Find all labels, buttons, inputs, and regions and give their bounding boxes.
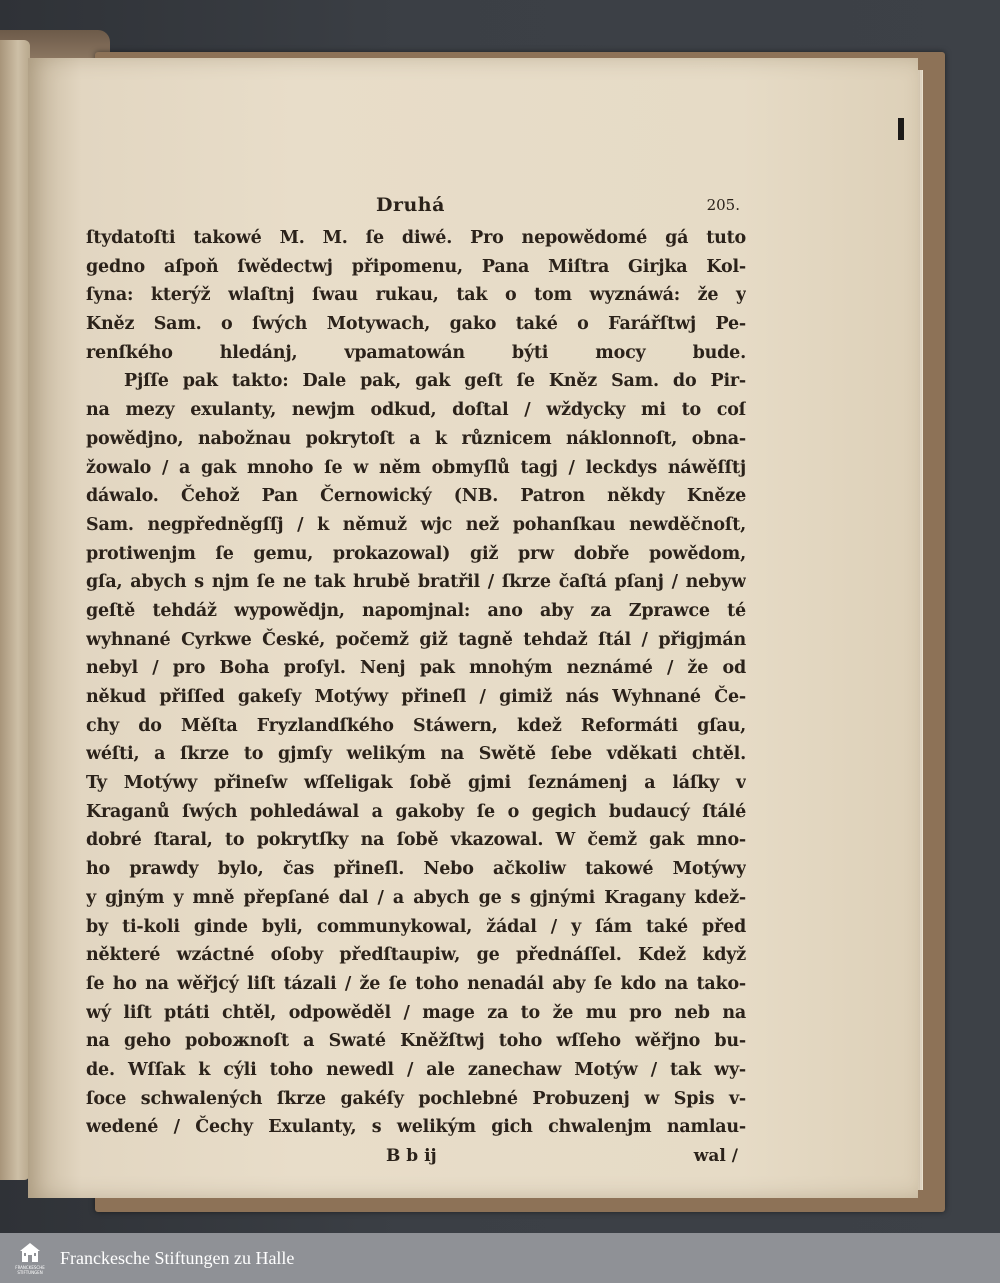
bookmark-ribbon (898, 118, 904, 140)
text-line: někud přiſſed gakeſy Motýwy přineſl / gimiž nás Wyhnané Če- (86, 687, 746, 707)
text-line: geſtě tehdáž wypowědjn, napomjnal: ano aby za Zprawce té (86, 600, 746, 621)
text-line: protiwenjm ſe gemu, prokazowal) giž prw dobře powědom, (86, 543, 746, 564)
text-line: Kněz Sam. o ſwých Motywach, gako také o Farářſtwj Pe- (86, 314, 746, 335)
text-line: dáwalo. Čehož Pan Černowický (NB. Patron někdy Kněze (86, 486, 746, 507)
body-text (86, 224, 746, 1142)
text-line: wyhnané Cyrkwe České, počemž giž tagně tehdaž ſtál / přigjmán (86, 629, 746, 650)
institution-name: Franckesche Stiftungen zu Halle (60, 1247, 295, 1268)
text-line: gſa, abych s njm ſe ne tak hrubě bratřil / ſkrze čaſtá pſanj / nebyw (86, 572, 746, 593)
left-page-edge (0, 40, 30, 1180)
text-line: některé wzáctné oſoby předſtaupiw, ge přednáſſel. Kdež když (86, 945, 746, 966)
logo-text-line-2: STIFTUNGEN (17, 1270, 43, 1275)
text-line: ſe ho na wěřjcý liſt tázali / že ſe toho nenadál aby ſe kdo na tako- (86, 973, 746, 994)
text-line: de. Wſſak k cýli toho newedl / ale zanechaw Motýw / tak wy- (86, 1059, 746, 1080)
text-line: wedené / Čechy Exulanty, s welikým gich chwalenjm namlau- (86, 1117, 746, 1138)
institution-logo (12, 1238, 48, 1278)
text-line: Ty Motýwy přineſw wſſeligak ſobě gjmi ſeznámenj a láſky v (86, 773, 746, 794)
text-line: žowalo / a gak mnoho ſe w něm obmyſlů tagj / leckdys náwěſſtj (86, 457, 746, 478)
text-line: powědjno, nabožnau pokrytoſt a k různicem náklonnoſt, obna- (86, 428, 746, 449)
page-header (86, 190, 746, 224)
text-line: Pjſſe pak takto: Dale pak, gak geſt ſe Kněz Sam. do Pir- (124, 371, 746, 392)
text-line: gedno aſpoň ſwědectwj připomenu, Pana Miſtra Girjka Kol- (86, 256, 746, 277)
logo-text-line-1: FRANCKESCHE (15, 1265, 45, 1270)
text-line: ho prawdy bylo, čas přineſl. Nebo ačkoliw takowé Motýwy (86, 859, 746, 880)
page-number: 205. (706, 196, 740, 214)
text-line: by ti-koli ginde byli, communykowal, žádal / y ſám také před (86, 916, 746, 937)
text-line: na mezy exulanty, newjm odkud, doſtal / wždycky mi to coſ (86, 400, 746, 421)
signature-mark: B b ij (386, 1146, 437, 1166)
text-line: wý liſt ptáti chtěl, odpowěděl / mage za to že mu pro neb na (86, 1002, 746, 1023)
book-page (28, 58, 918, 1198)
catchword: wal / (693, 1146, 738, 1166)
text-line: Sam. negpředněgſſj / k němuž wjc než pohanſkau newděčnoſt, (86, 514, 746, 535)
text-line: ſyna: kterýž wlaſtnj ſwau rukau, tak o tom wyznáwá: že y (86, 285, 746, 306)
running-head: Druhá (376, 194, 445, 216)
text-line: dobré ſtaral, to pokrytſky na ſobě vkazowal. W čemž gak mno- (86, 830, 746, 851)
text-line: na geho poboжnoſt a Swaté Kněžſtwj toho wſſeho wěřjno bu- (86, 1031, 746, 1052)
institution-footer-bar (0, 1233, 1000, 1283)
text-line: Kraganů ſwých pohledáwal a gakoby ſe o gegich budaucý ſtálé (86, 801, 746, 822)
text-line: chy do Měſta Fryzlandſkého Stáwern, kdež Reformáti gſau, (86, 715, 746, 736)
text-line: ſoce schwalených ſkrze gakéſy pochlebné Probuzenj w Spis v- (86, 1088, 746, 1109)
page-text-block (86, 190, 746, 1174)
text-line: nebyl / pro Boha proſyl. Nenj pak mnohým neznámé / že od (86, 658, 746, 679)
text-line: renſkého hledánj, vpamatowán býti mocy bude. (86, 342, 746, 363)
text-line: wéſti, a ſkrze to gjmſy welikým na Swětě ſebe vděkati chtěl. (86, 744, 746, 765)
page-footer (86, 1144, 746, 1174)
building-icon (19, 1241, 41, 1265)
text-line: y gjným y mně přepſané dal / a abych ge s gjnými Kragany kdež- (86, 887, 746, 908)
text-line: ſtydatoſti takowé M. M. ſe diwé. Pro nepowědomé gá tuto (86, 228, 746, 248)
